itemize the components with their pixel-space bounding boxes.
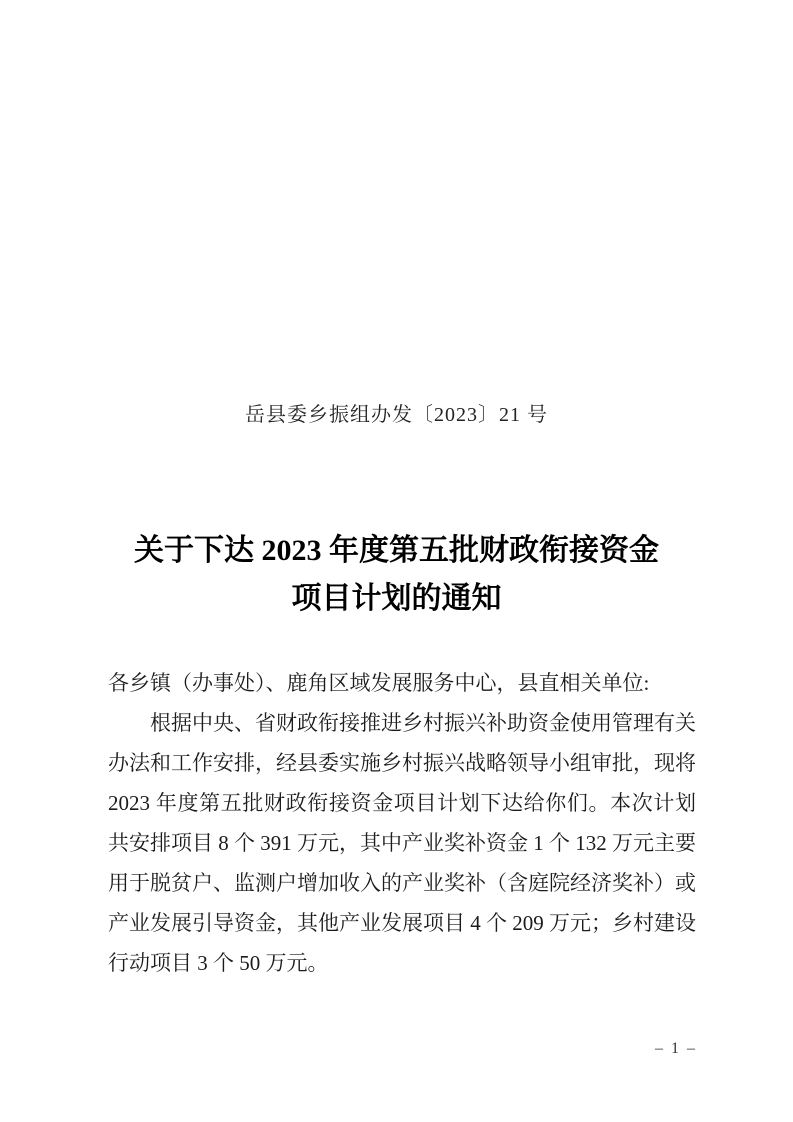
body-line: 2023 年度第五批财政衔接资金项目计划下达给你们。本次计划 bbox=[108, 791, 696, 815]
body-line: 用于脱贫户、监测户增加收入的产业奖补（含庭院经济奖补）或 bbox=[108, 871, 696, 895]
document-body bbox=[108, 663, 696, 983]
document-title bbox=[0, 527, 793, 623]
document-title-line-1: 关于下达 2023 年度第五批财政衔接资金 bbox=[134, 534, 659, 567]
body-line: 产业发展引导资金，其他产业发展项目 4 个 209 万元；乡村建设 bbox=[108, 911, 696, 935]
body-line-last: 行动项目 3 个 50 万元。 bbox=[108, 951, 329, 975]
document-number: 岳县委乡振组办发〔2023〕21 号 bbox=[245, 404, 548, 426]
salutation-line: 各乡镇（办事处）、鹿角区域发展服务中心，县直相关单位: bbox=[108, 671, 650, 695]
body-line: 办法和工作安排，经县委实施乡村振兴战略领导小组审批，现将 bbox=[108, 751, 696, 775]
document-title-line-2: 项目计划的通知 bbox=[291, 582, 502, 615]
body-line: 根据中央、省财政衔接推进乡村振兴补助资金使用管理有关 bbox=[150, 711, 696, 735]
body-line: 共安排项目 8 个 391 万元，其中产业奖补资金 1 个 132 万元主要 bbox=[108, 831, 696, 855]
page-number: – 1 – bbox=[655, 1040, 697, 1057]
